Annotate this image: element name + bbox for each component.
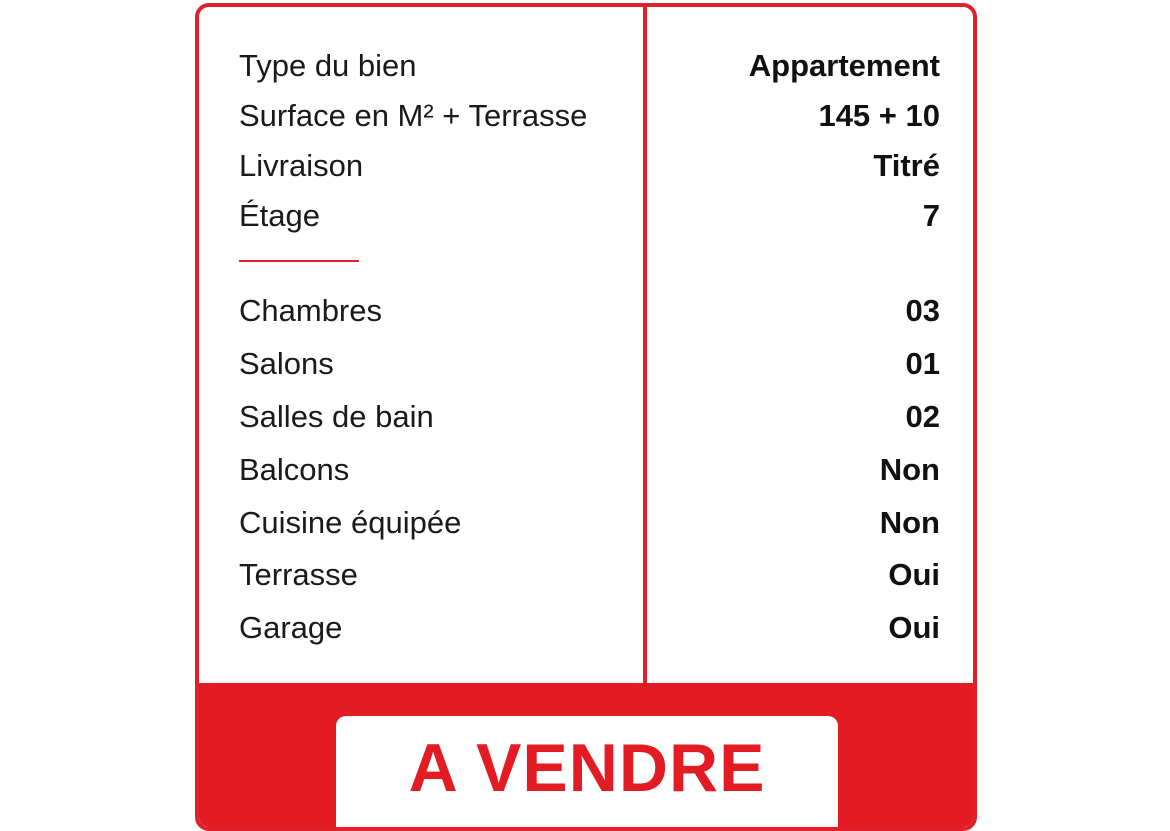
sale-label: A VENDRE [408,730,766,806]
detail-label: Salles de bain [239,399,434,434]
detail-row-garage [239,608,940,648]
detail-row-chambres [239,291,940,331]
detail-label: Chambres [239,293,382,328]
detail-label: Garage [239,610,343,645]
detail-label: Surface en M² + Terrasse [239,98,588,133]
detail-value: 03 [905,293,940,328]
property-details-card [195,3,977,831]
detail-value: 01 [905,346,940,381]
detail-row-balcons [239,450,940,490]
detail-value: Titré [873,148,940,183]
detail-row-etage [239,196,940,236]
section-separator [239,260,359,262]
detail-row-terrasse [239,555,940,595]
detail-row-livraison [239,146,940,186]
detail-value: Appartement [748,48,940,83]
detail-label: Terrasse [239,557,358,592]
detail-label: Salons [239,346,334,381]
detail-row-cuisine [239,503,940,543]
sale-banner [199,683,973,827]
detail-label: Livraison [239,148,364,183]
detail-label: Balcons [239,452,350,487]
detail-label: Type du bien [239,48,417,83]
detail-value: Oui [888,610,940,645]
detail-label: Cuisine équipée [239,505,462,540]
detail-label: Étage [239,198,321,233]
detail-row-type [239,46,940,86]
detail-row-salles-de-bain [239,397,940,437]
detail-row-salons [239,344,940,384]
detail-value: 02 [905,399,940,434]
sale-label-box [336,716,838,831]
detail-value: 7 [922,198,940,233]
detail-value: 145 + 10 [818,98,940,133]
detail-value: Non [879,505,940,540]
detail-value: Non [879,452,940,487]
detail-value: Oui [888,557,940,592]
detail-row-surface [239,96,940,136]
